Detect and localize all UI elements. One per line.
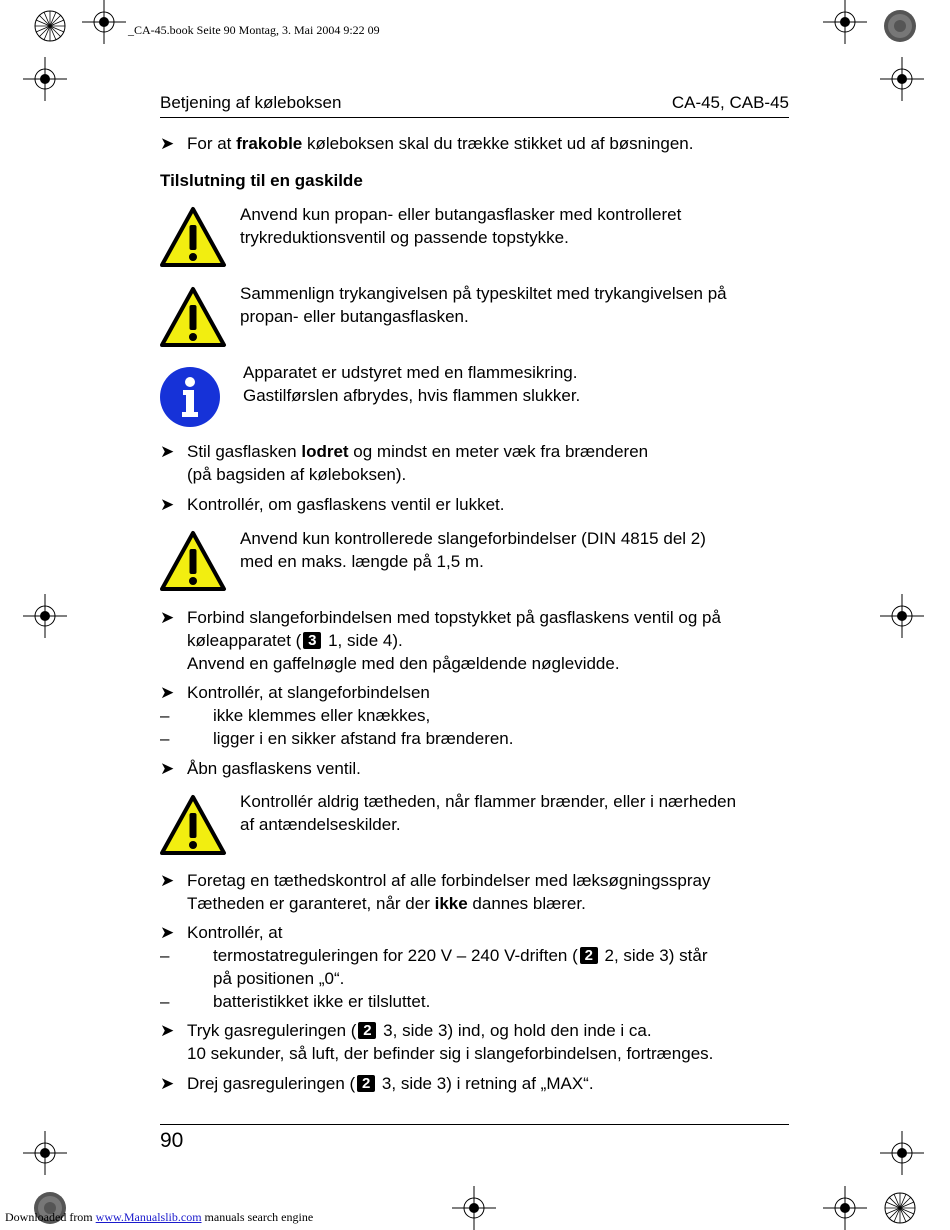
arrow-bullet: ➤: [160, 608, 175, 627]
arrow-bullet: ➤: [160, 442, 175, 461]
registration-disc-top-right: [880, 6, 920, 46]
warning-note-hoses: Anvend kun kontrollerede slangeforbindelser (DIN 4815 del 2) med en maks. længde på 1,5 m.: [240, 529, 706, 571]
arrow-bullet: ➤: [160, 759, 175, 778]
arrow-bullet: ➤: [160, 495, 175, 514]
crosshair-mark-left-upper: [23, 57, 67, 101]
crosshair-mark-right-middle: [880, 594, 924, 638]
footer-rule: [160, 1124, 789, 1125]
page-number: 90: [160, 1129, 184, 1152]
registration-rosette-top-left: [30, 6, 70, 46]
warning-note-leak-check: Kontrollér aldrig tætheden, når flammer brænder, eller i nærheden af antændelseskilder.: [240, 792, 737, 834]
warning-note-gas-bottles: Anvend kun propan- eller butangasflasker med kontrolleret trykreduktionsventil og passende topstykke.: [240, 205, 682, 247]
figure-reference-badge: 3: [303, 632, 321, 649]
crosshair-mark-right-lower: [880, 1131, 924, 1175]
header-model: CA-45, CAB-45: [671, 93, 789, 112]
crosshair-mark-right-upper: [880, 57, 924, 101]
crosshair-mark-left-middle: [23, 594, 67, 638]
arrow-bullet: ➤: [160, 923, 175, 942]
figure-reference-badge: 2: [358, 1022, 376, 1039]
crosshair-mark-left-lower: [23, 1131, 67, 1175]
warning-triangle-icon: [159, 794, 227, 856]
info-note-flame-safety: Apparatet er udstyret med en flammesikring. Gastilførslen afbrydes, hvis flammen slukker.: [243, 363, 581, 405]
section-heading: Tilslutning til en gaskilde: [160, 171, 363, 190]
arrow-bullet: ➤: [160, 1074, 175, 1093]
registration-rosette-bottom-right: [880, 1188, 920, 1228]
arrow-bullet: ➤: [160, 871, 175, 890]
arrow-bullet: ➤: [160, 683, 175, 702]
print-info: _CA-45.book Seite 90 Montag, 3. Mai 2004 9:22 09: [128, 23, 380, 37]
crosshair-mark-bottom-right: [823, 1186, 867, 1230]
arrow-bullet: ➤: [160, 1021, 175, 1040]
warning-triangle-icon: [159, 206, 227, 268]
arrow-bullet: ➤: [160, 134, 175, 153]
header-rule: [160, 117, 789, 118]
warning-triangle-icon: [159, 286, 227, 348]
crosshair-mark-top-left: [82, 0, 126, 44]
crosshair-mark-top-right: [823, 0, 867, 44]
header-section-title: Betjening af køleboksen: [160, 93, 342, 112]
download-footer: Downloaded from www.Manualslib.com manuals search engine: [5, 1210, 314, 1224]
crosshair-mark-bottom-center: [452, 1186, 496, 1230]
figure-reference-badge: 2: [357, 1075, 375, 1092]
manualslib-link[interactable]: www.Manualslib.com: [95, 1210, 202, 1224]
figure-reference-badge: 2: [580, 947, 598, 964]
warning-triangle-icon: [159, 530, 227, 592]
info-icon: [159, 366, 221, 428]
warning-note-pressure: Sammenlign trykangivelsen på typeskiltet med trykangivelsen på propan- eller butangasflasken.: [240, 284, 727, 326]
